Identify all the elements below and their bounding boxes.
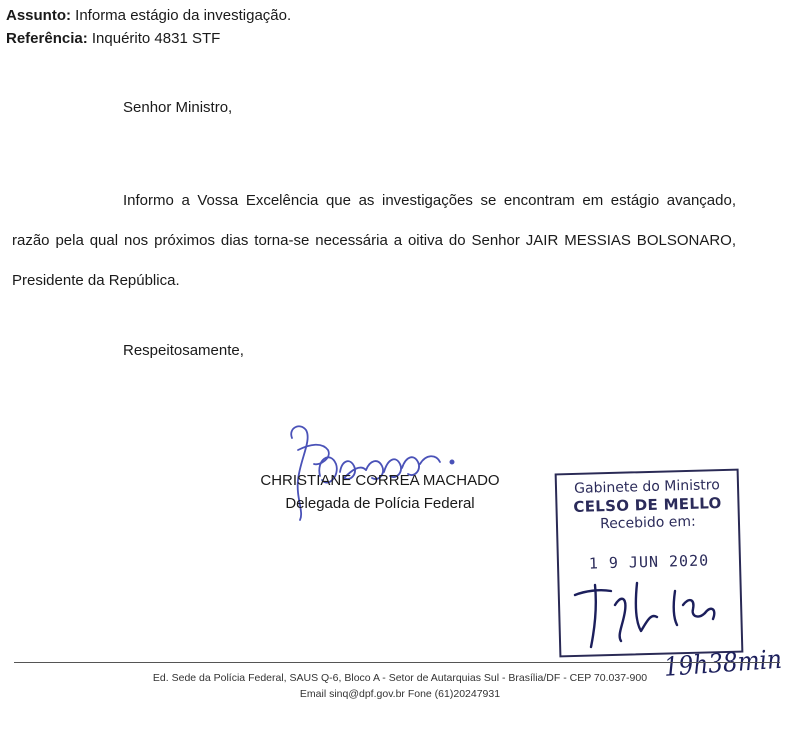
signer-title: Delegada de Polícia Federal xyxy=(285,495,475,512)
reference-label: Referência: xyxy=(6,30,88,47)
stamp-line-minister: CELSO DE MELLO xyxy=(573,494,722,516)
footer-contact: Email sinq@dpf.gov.br Fone (61)20247931 xyxy=(299,688,501,700)
letter-body xyxy=(12,181,736,301)
letter-body-text: Informo a Vossa Excelência que as investigações se encontram em estágio avançado, razão pela qual nos próximos dias torna-se necessária a oitiva do Senhor JAIR MESSIAS BOLSONARO, Presidente da República. xyxy=(12,192,736,289)
handwritten-time-text: 19h38min xyxy=(663,643,798,683)
stamp-line-office: Gabinete do Ministro xyxy=(573,477,721,497)
footer-rule xyxy=(14,662,780,663)
signer-name: CHRISTIANE CORREA MACHADO xyxy=(260,472,500,489)
salutation: Senhor Ministro, xyxy=(123,99,233,116)
footer-address: Ed. Sede da Polícia Federal, SAUS Q-6, Bloco A - Setor de Autarquias Sul - Brasília/DF - CEP 70.037-900 xyxy=(152,672,648,684)
subject-label: Assunto: xyxy=(6,7,71,24)
subject-value: Informa estágio da investigação. xyxy=(75,7,292,24)
stamp-date: 1 9 JUN 2020 xyxy=(588,551,710,573)
subject-line xyxy=(6,6,291,26)
reference-line xyxy=(6,29,220,49)
reference-value: Inquérito 4831 STF xyxy=(91,30,221,47)
stamp-line-received: Recebido em: xyxy=(599,513,696,533)
closing: Respeitosamente, xyxy=(123,342,244,359)
